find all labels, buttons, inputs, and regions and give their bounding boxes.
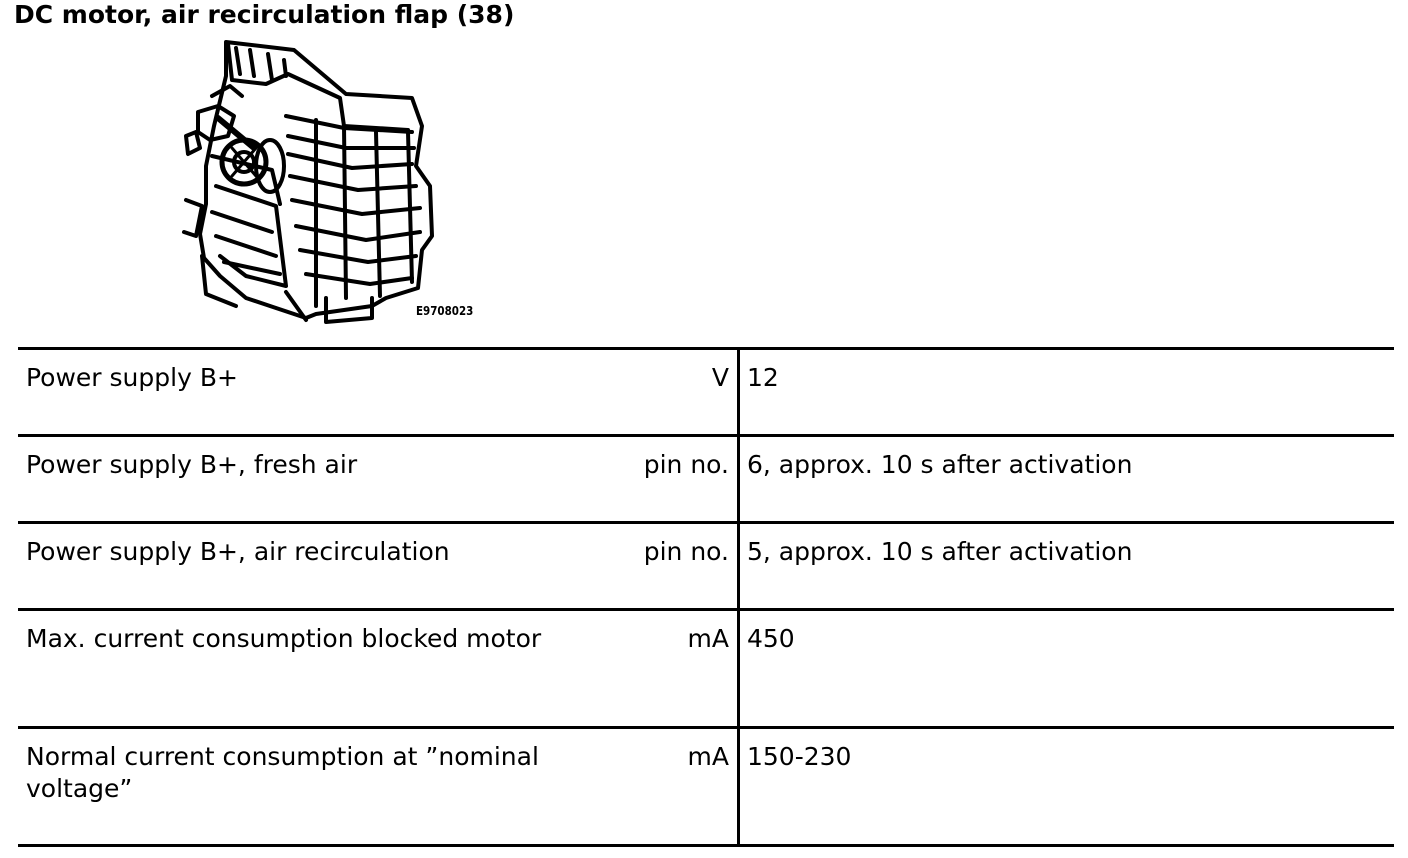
row-label: Power supply B+ xyxy=(26,363,238,392)
row-unit: V xyxy=(638,350,740,434)
row-label: Normal current consumption at ”nominal voltage” xyxy=(26,742,539,803)
row-unit: pin no. xyxy=(638,524,740,608)
row-unit: mA xyxy=(638,611,740,726)
table-row xyxy=(18,434,1394,521)
table-row xyxy=(18,347,1394,434)
row-value: 12 xyxy=(747,363,779,392)
page-title: DC motor, air recirculation flap (38) xyxy=(14,0,515,29)
row-label: Power supply B+, air recirculation xyxy=(26,537,450,566)
figure-code: E9708023 xyxy=(416,304,474,318)
table-row xyxy=(18,521,1394,608)
row-value: 450 xyxy=(747,624,795,653)
row-value: 6, approx. 10 s after activation xyxy=(747,450,1133,479)
row-unit: pin no. xyxy=(638,437,740,521)
row-label: Power supply B+, fresh air xyxy=(26,450,358,479)
row-unit: mA xyxy=(638,729,740,844)
hvac-housing-motor-illustration xyxy=(176,36,446,326)
table-row xyxy=(18,608,1394,726)
row-value: 5, approx. 10 s after activation xyxy=(747,537,1133,566)
table-row xyxy=(18,726,1394,847)
row-value: 150-230 xyxy=(747,742,852,771)
row-label: Max. current consumption blocked motor xyxy=(26,624,542,653)
spec-table xyxy=(18,347,1394,847)
